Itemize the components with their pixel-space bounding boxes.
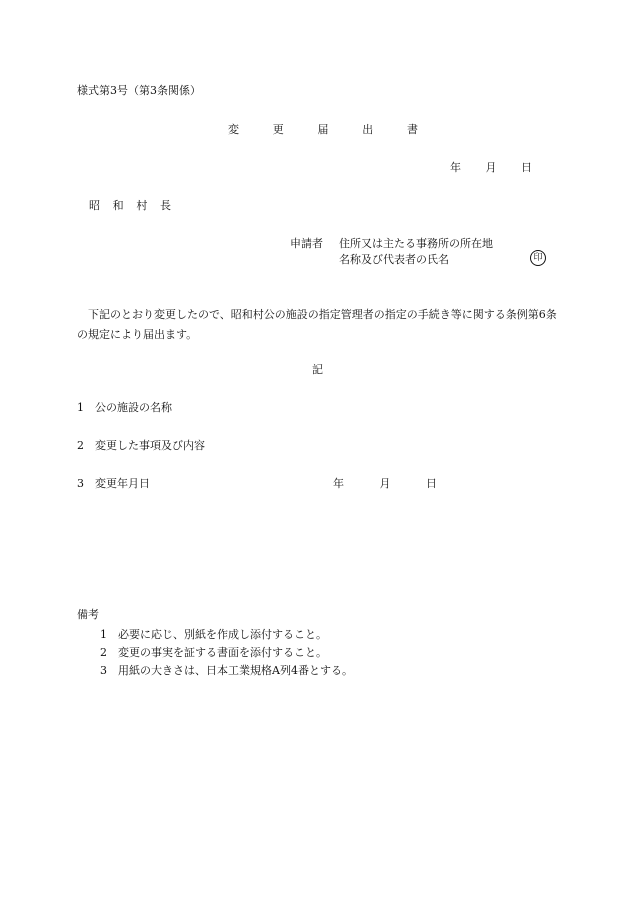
- applicant-name-label: 名称及び代表者の氏名: [339, 253, 449, 266]
- remark-number: 1: [100, 628, 107, 641]
- addressee-char: 村: [136, 199, 148, 212]
- remark-item: [100, 664, 353, 678]
- list-item: [77, 477, 150, 491]
- applicant-label: 申請者: [290, 237, 323, 250]
- applicant-address-label: 住所又は主たる事務所の所在地: [339, 237, 493, 250]
- remark-text: 変更の事実を証する書面を添付すること。: [118, 646, 327, 659]
- addressee-char: 昭: [89, 199, 100, 212]
- body-text: 下記のとおり変更したので、昭和村公の施設の指定管理者の指定の手続き等に関する条例第6条の規定により届出ます。: [77, 308, 557, 341]
- date-month: 月: [485, 161, 497, 174]
- change-date-month: 月: [379, 477, 391, 490]
- date-day: 日: [521, 161, 532, 174]
- addressee: [89, 199, 171, 213]
- item-label: 公の施設の名称: [95, 401, 172, 414]
- title-char: 書: [407, 123, 418, 136]
- change-date-day: 日: [426, 477, 437, 490]
- change-date-year: 年: [333, 477, 344, 490]
- item-number: 1: [77, 401, 84, 414]
- remark-number: 2: [100, 646, 107, 659]
- ki-heading: 記: [312, 363, 323, 376]
- remark-text: 必要に応じ、別紙を作成し添付すること。: [118, 628, 327, 641]
- addressee-char: 和: [112, 199, 124, 212]
- remark-number: 3: [100, 664, 107, 677]
- remarks-title: 備考: [77, 608, 99, 621]
- item-label: 変更した事項及び内容: [95, 439, 205, 452]
- submission-date: [450, 161, 532, 175]
- remark-item: [100, 628, 327, 642]
- form-number: 様式第3号（第3条関係）: [77, 84, 201, 97]
- title-char: 変: [228, 123, 239, 136]
- title-char: 届: [317, 123, 329, 136]
- title-char: 更: [272, 123, 284, 136]
- item-number: 3: [77, 477, 84, 490]
- remark-text: 用紙の大きさは、日本工業規格A列4番とする。: [118, 664, 353, 677]
- remark-item: [100, 646, 327, 660]
- title-char: 出: [362, 123, 374, 136]
- seal-mark: 印: [530, 250, 546, 266]
- change-date: [333, 477, 437, 491]
- list-item: [77, 401, 172, 415]
- item-label: 変更年月日: [95, 477, 150, 490]
- item-number: 2: [77, 439, 84, 452]
- addressee-char: 長: [159, 199, 171, 212]
- date-year: 年: [450, 161, 461, 174]
- list-item: [77, 439, 205, 453]
- document-title: [228, 123, 418, 137]
